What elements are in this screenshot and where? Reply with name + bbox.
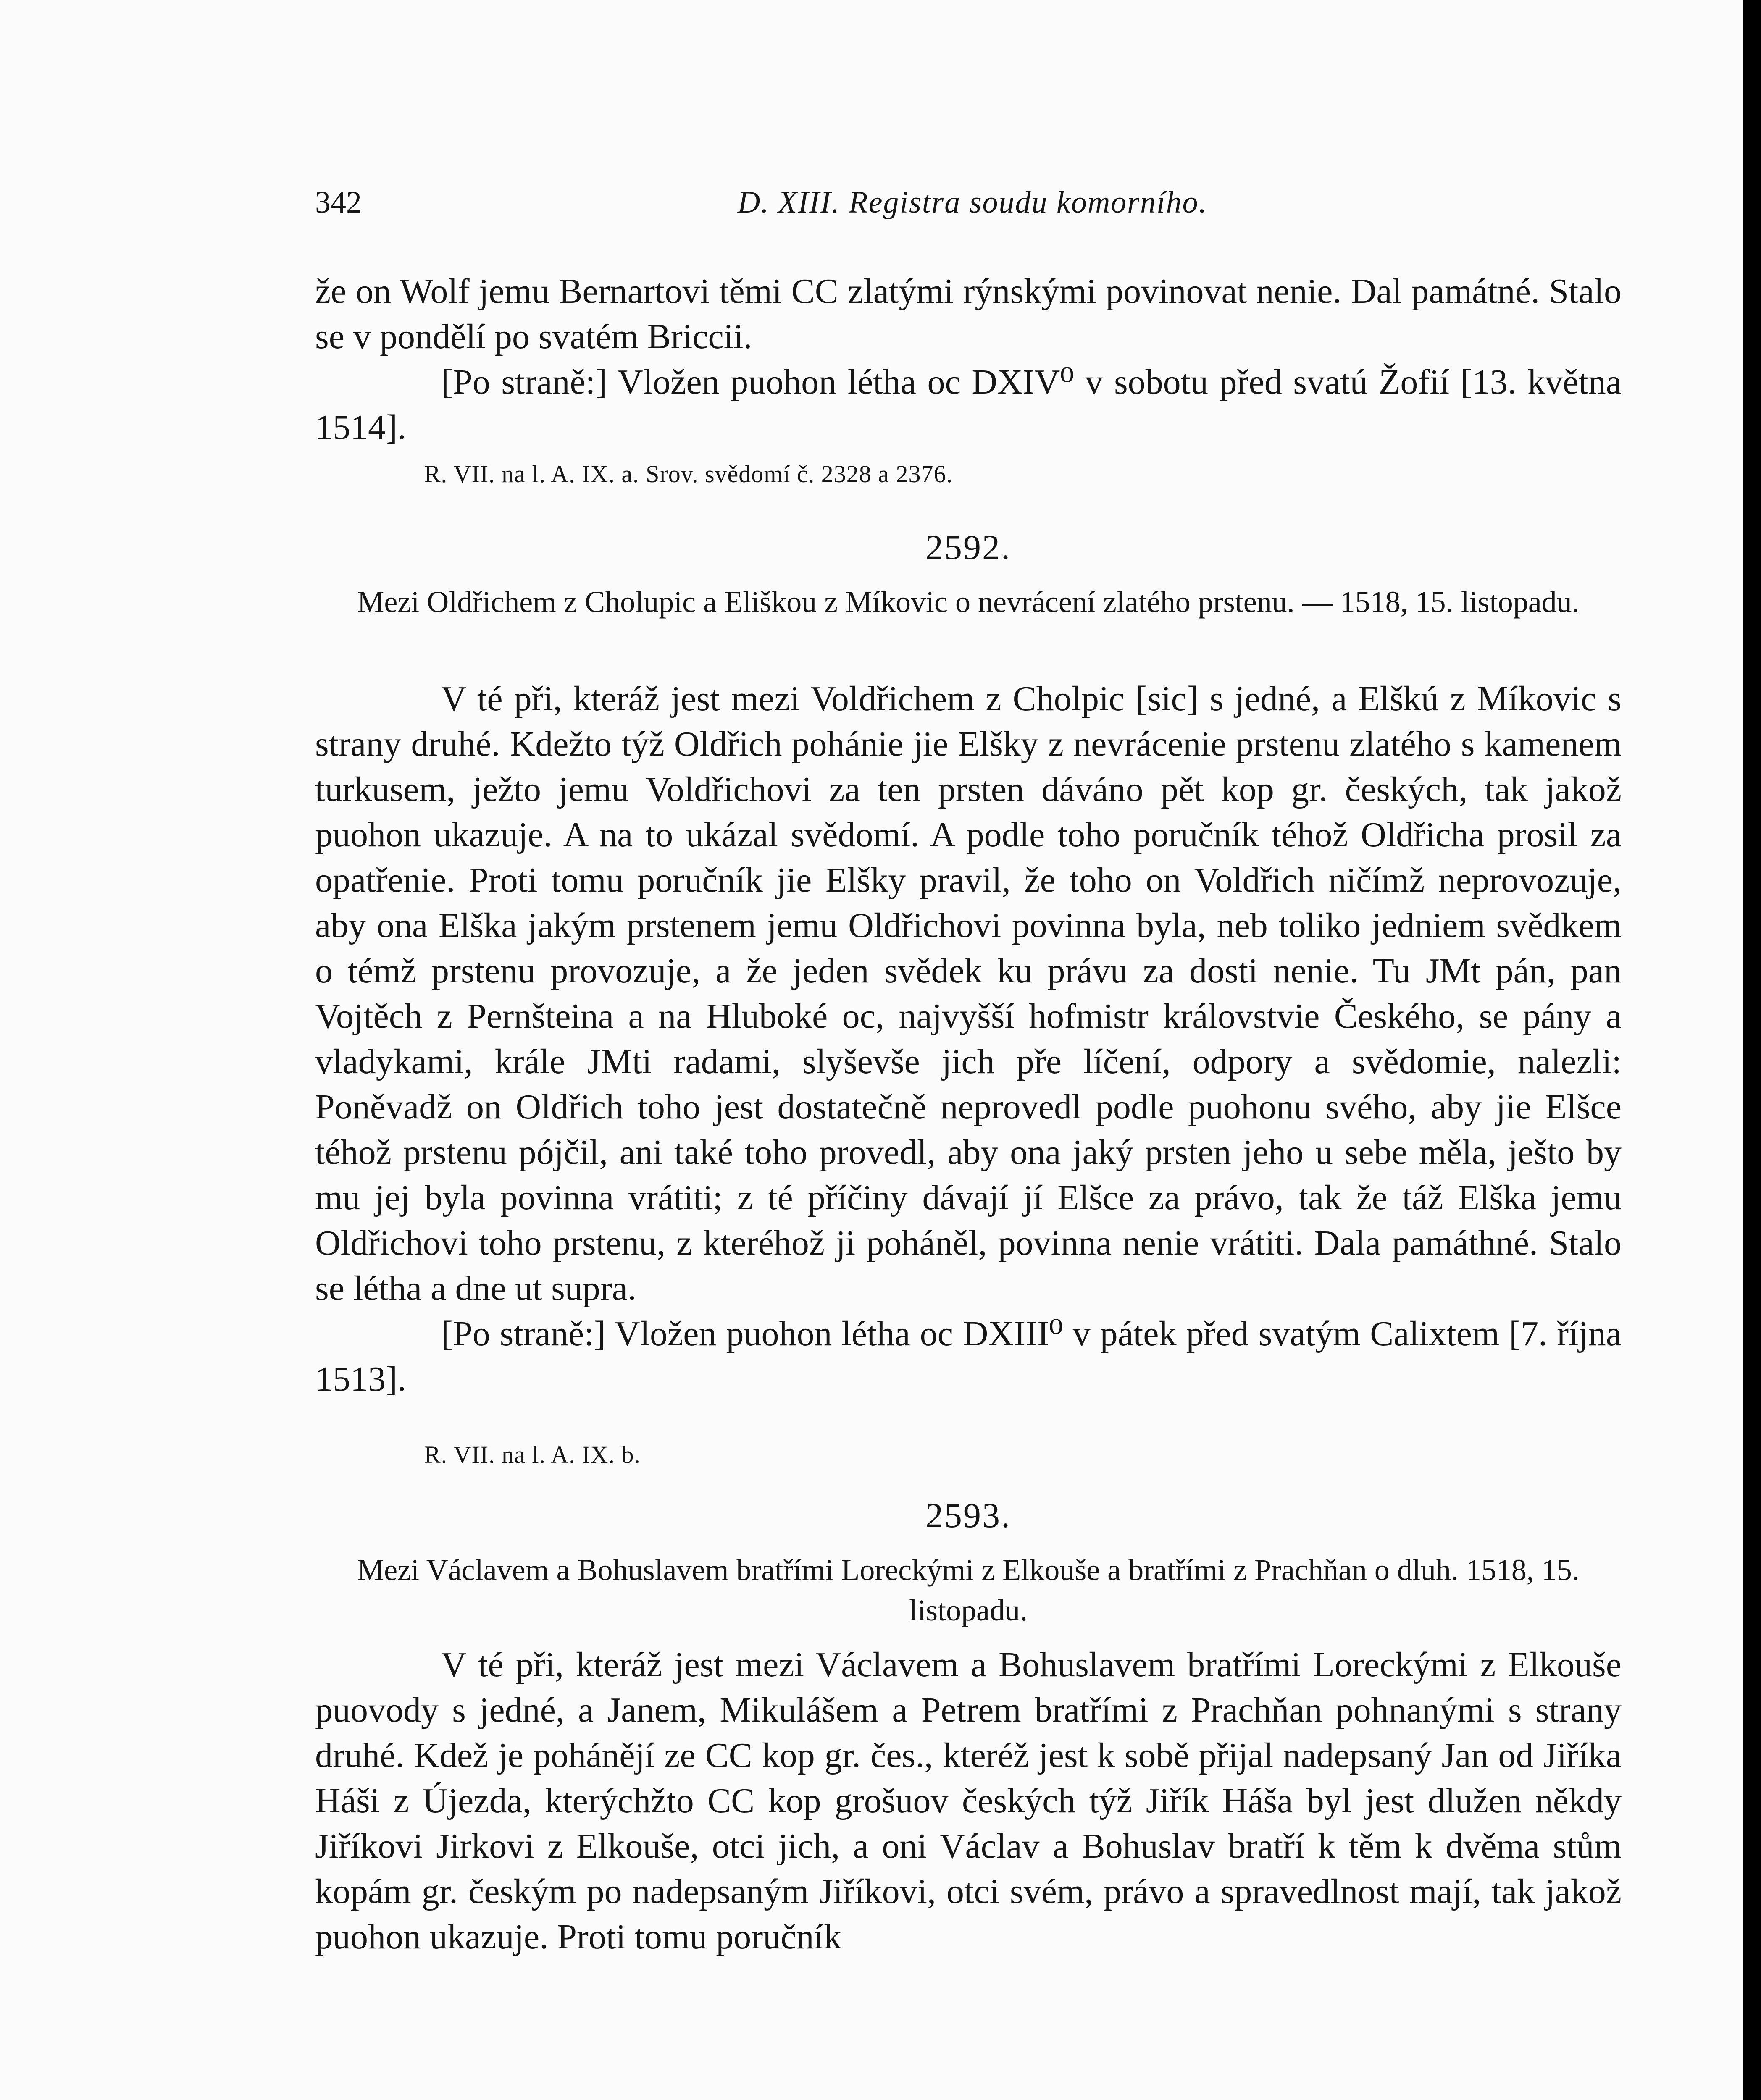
entry-side-note: [Po straně:] Vložen puohon létha oc DXIII⁰ v pátek před svatým Calixtem [7. října 1513].: [315, 1314, 1622, 1399]
entry-paragraph: V té při, kteráž jest mezi Václavem a Bohuslavem bratřími Loreckými z Elkouše puovody s jedné, a Janem, Mikulášem a Petrem bratřími z Prachňan pohnanými s strany druhé. Kdež je pohánějí ze CC kop gr. čes., kteréž jest k sobě přijal nadepsaný Jan od Jiříka Háši z Újezda, kterýchžto CC kop grošuov českých týž Jiřík Háša byl jest dlužen někdy Jiříkovi Jirkovi z Elkouše, otci jich, a oni Václav a Bohuslav bratří k těm k dvěma stům kopám gr. českým po nadepsaným Jiříkovi, otci svém, právo a spravedlnost mají, tak jakož puohon ukazuje. Proti tomu poručník: [315, 1645, 1622, 1956]
entry-number: 2593.: [925, 1496, 1011, 1535]
entry-title: Mezi Václavem a Bohuslavem bratřími Loreckými z Elkouše a bratřími z Prachňan o dluh. 1518, 15. listopadu.: [357, 1553, 1580, 1627]
page-number: 342: [315, 185, 362, 220]
continuation-side-note: [Po straně:] Vložen puohon létha oc DXIV⁰ v sobotu před svatú Žofií [13. května 1514].: [315, 362, 1622, 447]
continuation-text: [315, 269, 1622, 450]
entry-number: 2592.: [925, 528, 1011, 567]
entry-paragraph: V té při, kteráž jest mezi Voldřichem z Cholpic [sic] s jedné, a Elškú z Míkovic s strany druhé. Kdežto týž Oldřich pohánie jie Elšky z nevrácenie prstenu zlatého s kamenem turkusem, ježto jemu Voldřichovi za ten prsten dáváno pět kop gr. českých, tak jakož puohon ukazuje. A na to ukázal svědomí. A podle toho poručník téhož Oldřicha prosil za opatřenie. Proti tomu poručník jie Elšky pravil, že toho on Voldřich ničímž neprovozuje, aby ona Elška jakým prstenem jemu Oldřichovi povinna byla, neb toliko jedniem svědkem o témž prstenu provozuje, a že jeden svědek ku právu za dosti nenie. Tu JMt pán, pan Vojtěch z Pernšteina a na Hluboké oc, najvyšší hofmistr královstvie Českého, se pány a vladykami, krále JMti radami, slyševše jich pře líčení, odpory a svědomie, nalezli: Poněvadž on Oldřich toho jest dostatečně neprovedl podle puohonu svého, aby jie Elšce téhož prstenu pójčil, ani také toho provedl, aby ona jaký prsten jeho u sebe měla, ješto by mu jej byla povinna vrátiti; z té příčiny dávají jí Elšce za právo, tak že táž Elška jemu Oldřichovi toho prstenu, z kteréhož ji poháněl, povinna nenie vrátiti. Dala památhné. Stalo se létha a dne ut supra.: [315, 679, 1622, 1308]
entry-reference: R. VII. na l. A. IX. b.: [424, 1441, 641, 1468]
entry-title: Mezi Oldřichem z Cholupic a Eliškou z Míkovic o nevrácení zlatého prstenu. — 1518, 15. listopadu.: [357, 585, 1580, 619]
page-header: [315, 185, 1630, 244]
running-title: D. XIII. Registra soudu komorního.: [737, 185, 1208, 220]
entry-body: [315, 1642, 1622, 1960]
continuation-paragraph: že on Wolf jemu Bernartovi těmi CC zlatými rýnskými povinovat nenie. Dal památné. Stalo se v pondělí po svatém Briccii.: [315, 272, 1622, 356]
continuation-reference: R. VII. na l. A. IX. a. Srov. svědomí č. 2328 a 2376.: [424, 460, 953, 488]
entry-body: [315, 676, 1622, 1402]
